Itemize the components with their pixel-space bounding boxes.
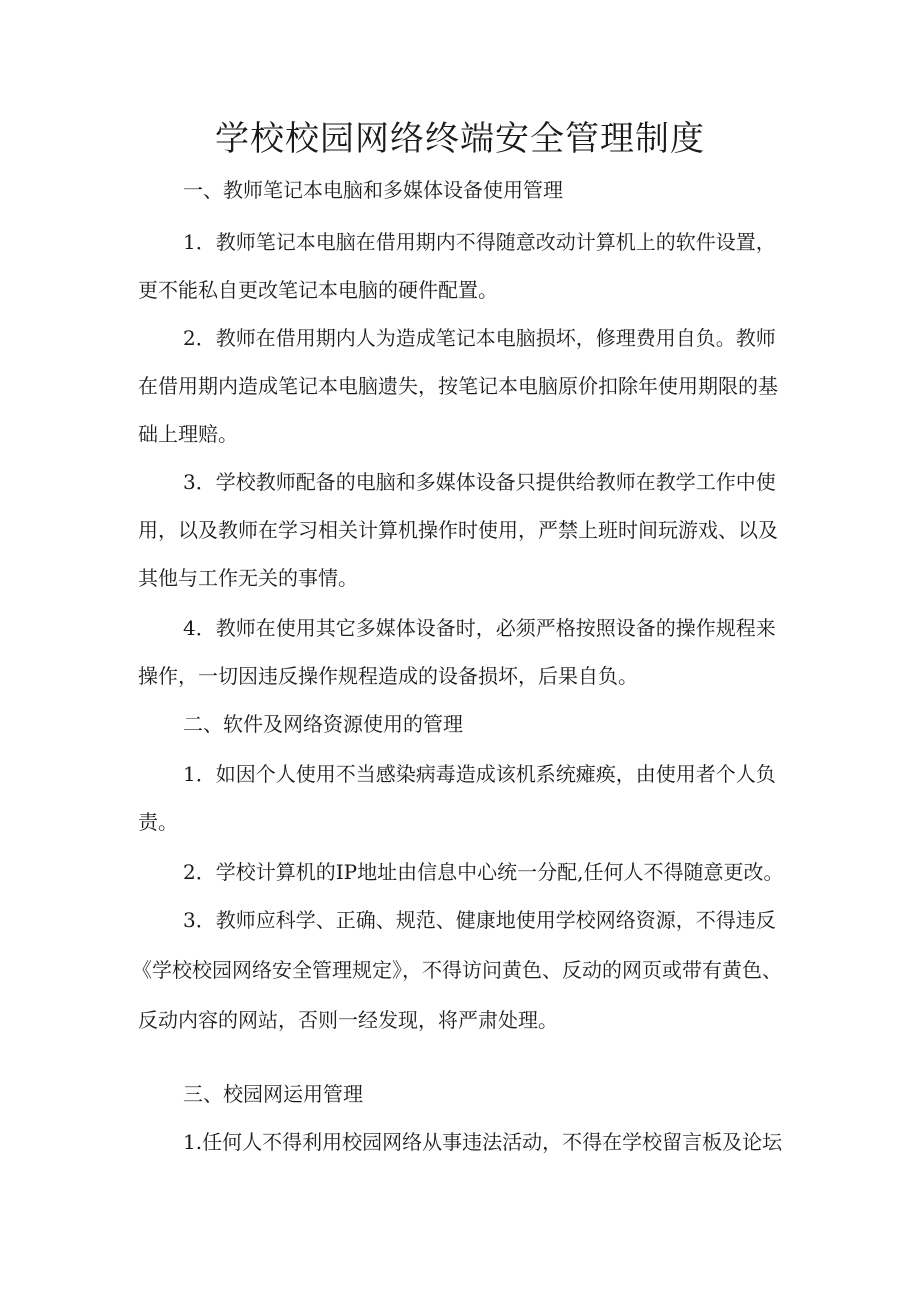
section-1-item-1-line-2: 更不能私自更改笔记本电脑的硬件配置。 <box>138 278 498 302</box>
section-3-item-1-line-1: 1.任何人不得利用校园网络从事违法活动，不得在学校留言板及论坛 <box>183 1130 783 1154</box>
section-1-item-3-line-2: 用，以及教师在学习相关计算机操作时使用，严禁上班时间玩游戏、以及 <box>138 518 778 542</box>
section-2-item-1-line-2: 责。 <box>138 810 178 834</box>
section-2-item-2-line-1: 2．学校计算机的IP地址由信息中心统一分配,任何人不得随意更改。 <box>183 860 784 884</box>
section-2-heading: 二、软件及网络资源使用的管理 <box>183 712 463 736</box>
section-3-heading: 三、校园网运用管理 <box>183 1082 363 1106</box>
document-title: 学校校园网络终端安全管理制度 <box>215 119 705 159</box>
section-2-item-3-line-1: 3．教师应科学、正确、规范、健康地使用学校网络资源，不得违反 <box>183 908 776 932</box>
section-1-item-3-line-1: 3．学校教师配备的电脑和多媒体设备只提供给教师在教学工作中使 <box>183 470 776 494</box>
section-1-item-3-line-3: 其他与工作无关的事情。 <box>138 566 358 590</box>
section-1-heading: 一、教师笔记本电脑和多媒体设备使用管理 <box>183 178 563 202</box>
section-1-item-4-line-2: 操作，一切因违反操作规程造成的设备损坏，后果自负。 <box>138 664 638 688</box>
section-1-item-2-line-3: 础上理赔。 <box>138 422 238 446</box>
section-2-item-1-line-1: 1．如因个人使用不当感染病毒造成该机系统瘫痪，由使用者个人负 <box>183 762 776 786</box>
section-1-item-1-line-1: 1．教师笔记本电脑在借用期内不得随意改动计算机上的软件设置， <box>183 230 776 254</box>
section-1-item-2-line-1: 2．教师在借用期内人为造成笔记本电脑损坏，修理费用自负。教师 <box>183 326 776 350</box>
section-1-item-4-line-1: 4．教师在使用其它多媒体设备时，必须严格按照设备的操作规程来 <box>183 616 776 640</box>
section-2-item-3-line-2: 《学校校园网络安全管理规定》，不得访问黄色、反动的网页或带有黄色、 <box>132 958 782 982</box>
section-1-item-2-line-2: 在借用期内造成笔记本电脑遗失，按笔记本电脑原价扣除年使用期限的基 <box>138 374 778 398</box>
section-2-item-3-line-3: 反动内容的网站，否则一经发现，将严肃处理。 <box>138 1008 558 1032</box>
